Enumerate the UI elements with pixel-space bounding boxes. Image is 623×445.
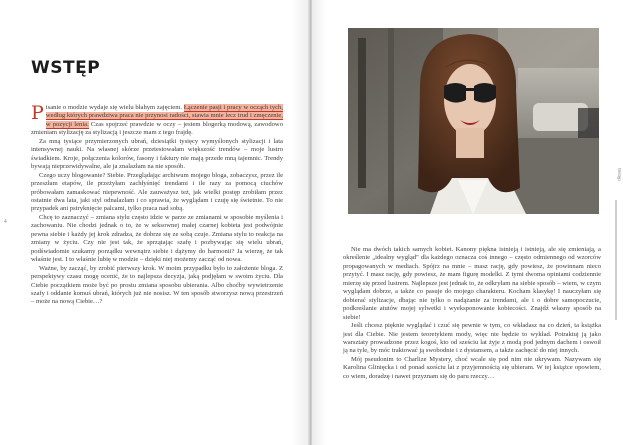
paragraph-2[interactable]: Za mną tysiące przymierzonych ubrań, dziesiątki tysięcy wymyślonych stylizacji i lata intensywnej nauki. Na własnej skórze przetestowałam większość trendów – moje lustro świadkiem. Kroje, połączenia kolorów, fasony i faktury nie mają przede mną tajemnic. Trendy bywają nieprzewidywalne, ale ja znalazłam na nie sposób. (31, 137, 283, 171)
right-body-text (343, 246, 601, 381)
paragraph-r3[interactable]: Mój pseudonim to Charlize Mystery, choć wcale się pod nim nie ukrywam. Nazywam się Karolina Glinięcka i od ponad sześciu lat z przyjemnością się ubieram. W tej książce opowiem, co wiem, doradzę i nawet przyznam się do paru rzeczy… (343, 355, 601, 380)
paragraph-3[interactable]: Czego uczy blogowanie? Siebie. Przeglądając archiwum mojego bloga, zobaczysz, przez ile przeszłam etapów, ile przeżyłam zachłyśnięć trendami i ile razy za pomocą ciuchów próbowałam zamaskować niepewność. Ale zauważysz też, jak wielki postęp zrobiłam przez ostatnie dwa lata, jaki styl odnalazłam i co sprawia, że wyglądam i czuję się świetnie. To nie przypadek ani pstryknięcie palcami, tylko praca nad sobą. (31, 171, 283, 213)
right-page (312, 0, 623, 445)
highlighted-selection[interactable]: Łączenie pasji i pracy w ocząch tych, według których prawdziwa praca nie przynosi radości, stawia mnie lecz trud i zmęczenie, w pozycji lenia. (45, 104, 284, 128)
page-fold-shadow-right (312, 0, 326, 445)
woman-portrait-photo (348, 28, 599, 214)
paragraph-5[interactable]: Ważne, by zacząć, by zrobić pierwszy krok. W moim przypadku było to założenie bloga. Z perspektywy czasu mogę ocenić, że to najlepsza decyzja, jaką podjęłam w swoim życiu. Dla Ciebie początkiem może być po prostu zmiana sposobu ubierania. Albo choćby wywietrzenie szafy i oddanie komuś ubrań, których już nie nosisz. W ten sposób stworzysz nową przestrzeń – może na nową Ciebie…? (31, 264, 283, 306)
left-body-text (31, 104, 283, 307)
paragraph-1[interactable] (31, 104, 283, 138)
side-bookmark-bar (615, 200, 617, 320)
page-fold-shadow (291, 0, 309, 445)
page-marker: 4 (4, 219, 7, 225)
paragraph-1-start: isanie o modzie wydaje się wielu błahym zajęciem. (45, 104, 184, 111)
left-page (0, 0, 309, 445)
paragraph-4[interactable]: Chcę to zaznaczyć – zmiana stylu często idzie w parze ze zmianami w sposobie myślenia i zachowaniu. Nie chodzi jednak o to, że w seksownej małej czarnej kobieta jest podwójnie pewna siebie i każdy jej krok zdradza, że dobrze się ze sobą czuje. Zmiana stylu to reakcja na zmiany w życiu. Czy nie jest tak, że sprzątając szafę i pozbywając się wielu ubrań, podświadomie szukamy porządku wewnątrz siebie i dążymy do harmonii? Ja wierzę, że tak właśnie jest. I to właśnie lubię w modzie – dzięki niej możemy zacząć od nowa. (31, 213, 283, 264)
chapter-title: WSTĘP (31, 58, 101, 78)
running-header: Wstęp (617, 168, 622, 181)
drop-cap: P (31, 102, 44, 124)
paragraph-r1[interactable]: Nie ma dwóch takich samych kobiet. Kanony piękna istnieją i istnieją, ale się zmieniają, a określenie „idealny wygląd" dla każdego oznacza coś innego – często odmiennego od wzorców propagowanych w mediach. Spójrz na mnie – masz rację, gdy powiesz, że powinnam nieco przytyć. I masz rację, gdy powiesz, że mam figurę modelki. Z tymi dwoma opiniami codziennie mierzę się przed lustrem. Najlepsze jest jednak to, że odkryłam na siebie sposób – wiem, w czym wyglądam dobrze, a także co pasuje do mojego charakteru. Kocham klasykę! I nauczyłam się dobierać stylizacje, dbając nie tylko o nadążanie za trendami, ale i o dobre samopoczucie, podkreślanie atutów mojej sylwetki i wyeksponowanie kobiecości. Znajdź własny sposób na siebie! (343, 246, 601, 321)
paragraph-1-end: Czas spojrzeć prawdzie w oczy – jestem blogerką modową, zawodowo zmieniam stylizację za stylizacją i jeszcze mam z tego frajdę. (31, 120, 283, 137)
paragraph-r2[interactable]: Jeśli chcesz pięknie wyglądać i czuć się pewnie w tym, co wkładasz na co dzień, ta książka jest dla Ciebie. Nie jestem teoretykiem mody, więc nie będzie to wykład. Potraktuj ją jako warsztaty prowadzone przez kogoś, kto od sześciu lat żyje z modą pod jednym dachem i oswoił ją na tyle, by móc traktować ją swobodnie i z dystansem, a także zachęcić do niej innych. (343, 322, 601, 355)
